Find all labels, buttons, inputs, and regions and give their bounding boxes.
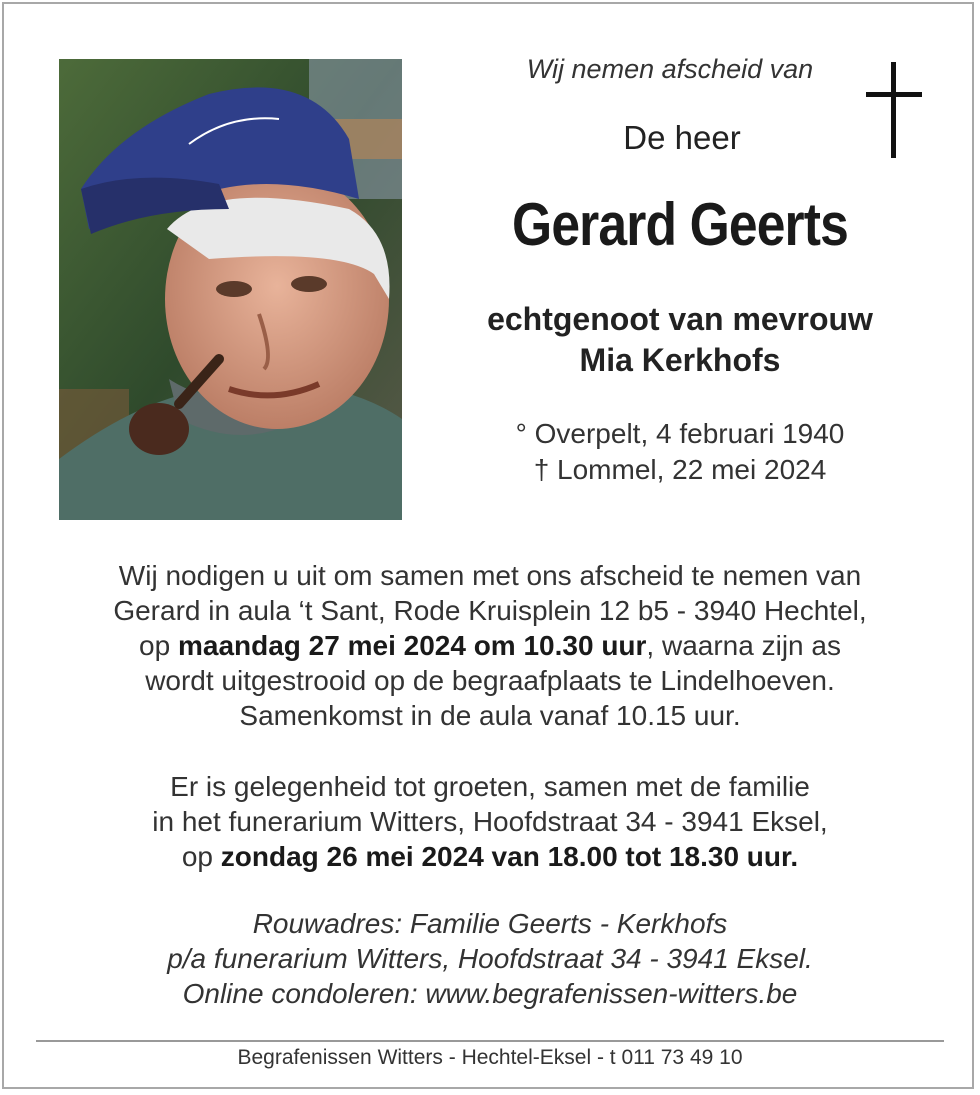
death-date: † Lommel, 22 mei 2024 [533, 454, 827, 485]
deceased-name: Gerard Geerts [512, 191, 848, 258]
spouse-name: Mia Kerkhofs [579, 342, 781, 378]
condolence-link[interactable]: Online condoleren: www.begrafenissen-witters.be [182, 978, 798, 1009]
ceremony-line2: Gerard in aula ‘t Sant, Rode Kruisplein 12 b5 - 3940 Hechtel, [113, 595, 867, 626]
address-line2: p/a funerarium Witters, Hoofdstraat 34 - 3941 Eksel. [167, 943, 813, 974]
ceremony-line1: Wij nodigen u uit om samen met ons afscheid te nemen van [118, 560, 862, 591]
life-dates [430, 416, 930, 488]
birth-date: ° Overpelt, 4 februari 1940 [515, 418, 845, 449]
visitation-paragraph [40, 769, 940, 874]
footer-divider [36, 1040, 944, 1042]
ceremony-paragraph [40, 558, 940, 733]
address-line1: Rouwadres: Familie Geerts - Kerkhofs [252, 908, 728, 939]
visitation-line1: Er is gelegenheid tot groeten, samen met de familie [170, 771, 810, 802]
visitation-line2: in het funerarium Witters, Hoofdstraat 34 - 3941 Eksel, [152, 806, 828, 837]
ceremony-datetime: maandag 27 mei 2024 om 10.30 uur [177, 630, 647, 661]
ceremony-line3: op maandag 27 mei 2024 om 10.30 uur, waarna zijn as [139, 630, 841, 661]
spouse-line1: echtgenoot van mevrouw [487, 301, 873, 337]
intro-text: Wij nemen afscheid van [526, 54, 814, 84]
spouse-info [430, 299, 930, 381]
ceremony-line5: Samenkomst in de aula vanaf 10.15 uur. [239, 700, 741, 731]
visitation-datetime: zondag 26 mei 2024 van 18.00 tot 18.30 uur. [220, 841, 799, 872]
ceremony-line4: wordt uitgestrooid op de begraafplaats te Lindelhoeven. [145, 665, 835, 696]
portrait-photo [59, 59, 402, 520]
mourning-address [40, 906, 940, 1011]
visitation-line3: op zondag 26 mei 2024 van 18.00 tot 18.30 uur. [181, 841, 799, 872]
salutation: De heer [623, 119, 741, 156]
footer-text: Begrafenissen Witters - Hechtel-Eksel - t 011 73 49 10 [237, 1046, 743, 1069]
